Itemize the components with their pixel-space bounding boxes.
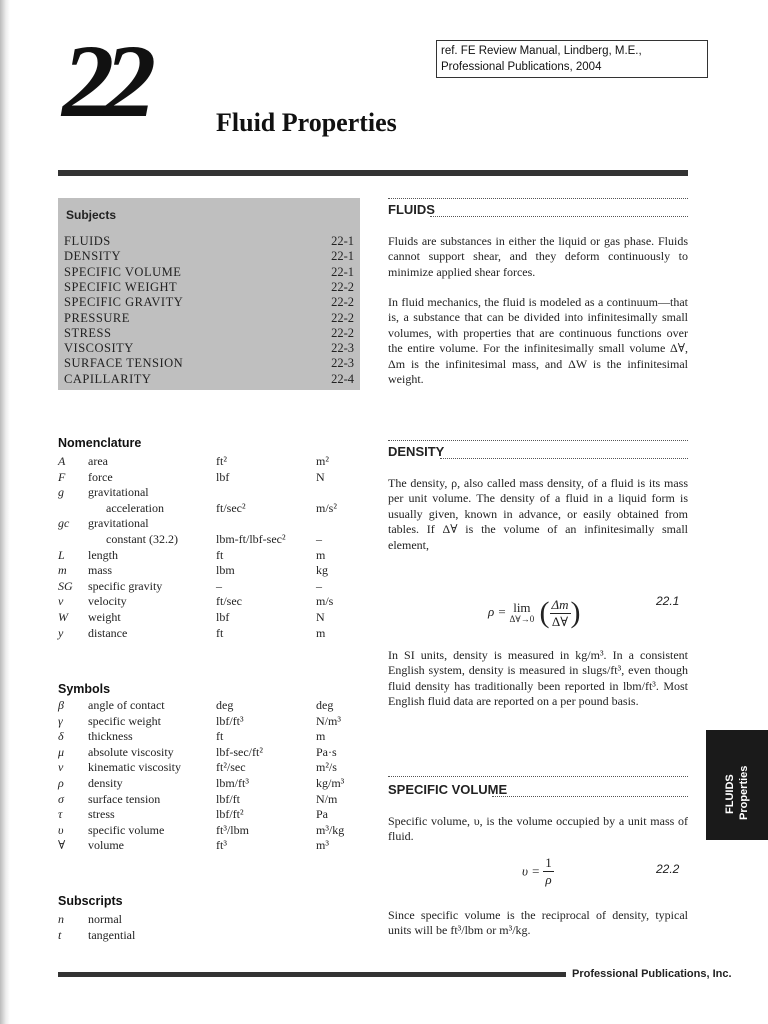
footer-rule	[58, 972, 566, 977]
nomenclature-definition: force	[88, 469, 113, 484]
subject-page: 22-4	[331, 371, 354, 386]
nomenclature-si-unit: m/s²	[316, 500, 337, 515]
nomenclature-definition: distance	[88, 625, 128, 640]
subject-name: SPECIFIC VOLUME	[64, 264, 182, 279]
nomenclature-english-unit: –	[216, 578, 222, 593]
symbols-english-unit: deg	[216, 698, 234, 712]
subject-page: 22-2	[331, 279, 354, 294]
fluids-paragraph-2: In fluid mechanics, the fluid is modeled as a continuum—that is, a substance that can be divided into infinitesimally small volumes, with properties that are continuous functions over the entire volume. For the infinitesimally small volume Δ∀, Δm is the infinitesimal mass, and ΔW is the infinitesimal weight.	[388, 295, 688, 387]
nomenclature-row	[58, 485, 378, 501]
eq1-numerator: Δm	[551, 596, 569, 612]
nomenclature-symbol: SG	[58, 578, 73, 593]
subscripts-definition: tangential	[88, 928, 136, 942]
nomenclature-si-unit: N	[316, 469, 325, 484]
nomenclature-row	[58, 610, 378, 626]
nomenclature-english-unit: lbf	[216, 469, 230, 484]
symbols-row	[58, 698, 378, 714]
nomenclature-definition: length	[88, 547, 118, 562]
nomenclature-english-unit: ft²	[216, 454, 227, 468]
subject-row	[64, 372, 354, 387]
subject-page: 22-3	[331, 356, 354, 371]
symbols-english-unit: lbf-sec/ft²	[216, 744, 263, 759]
symbols-si-unit: kg/m³	[316, 776, 345, 790]
subject-page: 22-1	[331, 234, 354, 248]
equation-22-2	[522, 855, 554, 888]
symbols-english-unit: lbm/ft³	[216, 776, 249, 790]
subjects-heading: Subjects	[66, 208, 117, 222]
subject-page: 22-2	[331, 310, 354, 325]
symbols-si-unit: Pa·s	[316, 744, 337, 759]
subscripts-symbol: t	[58, 928, 62, 942]
symbols-definition: kinematic viscosity	[88, 760, 181, 775]
symbols-symbol: β	[58, 698, 64, 712]
subject-row	[64, 234, 354, 249]
specific-volume-paragraph-2: Since specific volume is the reciprocal of density, typical units will be ft³/lbm or m³/kg.	[388, 908, 688, 938]
nomenclature-definition: mass	[88, 563, 112, 578]
eq1-lim-sub: Δ∀→0	[509, 614, 535, 624]
nomenclature-english-unit: lbm	[216, 563, 235, 578]
symbols-definition: absolute viscosity	[88, 744, 174, 759]
subject-name: CAPILLARITY	[64, 371, 152, 386]
subject-row	[64, 265, 354, 280]
symbols-row	[58, 760, 378, 776]
symbols-si-unit: m	[316, 729, 326, 744]
subscripts-row	[58, 912, 378, 928]
equation-22-1: ρ = lim Δ∀→0 ( $\frac{\Delta m}{\Delta\forall}$ )	[488, 596, 581, 629]
eq1-lim: lim	[513, 600, 531, 615]
chapter-title: Fluid Properties	[216, 108, 397, 137]
symbols-english-unit: lbf/ft³	[216, 713, 244, 728]
symbols-symbol: γ	[58, 713, 63, 728]
nomenclature-row	[58, 454, 378, 470]
subscripts-heading: Subscripts	[58, 894, 123, 908]
subject-row	[64, 280, 354, 295]
subject-name: VISCOSITY	[64, 341, 134, 356]
subject-page: 22-2	[331, 325, 354, 340]
symbols-english-unit: ft	[216, 729, 224, 744]
fluids-heading: FLUIDS	[388, 202, 435, 217]
symbols-definition: stress	[88, 807, 115, 822]
density-heading-rule	[440, 458, 688, 459]
subject-name: STRESS	[64, 325, 112, 340]
symbols-english-unit: lbf/ft²	[216, 807, 244, 822]
nomenclature-definition: acceleration	[88, 500, 164, 515]
fluids-top-rule	[388, 198, 688, 199]
subject-name: FLUIDS	[64, 234, 111, 248]
chapter-number: 22	[62, 24, 146, 139]
symbols-symbol: δ	[58, 729, 64, 744]
nomenclature-definition: velocity	[88, 594, 127, 609]
symbols-definition: angle of contact	[88, 698, 165, 712]
subject-row	[64, 356, 354, 371]
nomenclature-english-unit: ft	[216, 547, 224, 562]
eq1-lhs: ρ =	[488, 603, 510, 619]
subscripts-symbol: n	[58, 912, 64, 926]
nomenclature-si-unit: –	[316, 578, 322, 593]
nomenclature-english-unit: ft/sec²	[216, 500, 246, 515]
nomenclature-english-unit: lbf	[216, 610, 230, 624]
symbols-si-unit: m³/kg	[316, 822, 345, 837]
nomenclature-row	[58, 501, 378, 517]
subjects-box	[58, 198, 360, 390]
nomenclature-row	[58, 548, 378, 564]
nomenclature-symbol: L	[58, 547, 65, 562]
symbols-definition: volume	[88, 838, 124, 853]
subject-name: SPECIFIC WEIGHT	[64, 279, 178, 294]
nomenclature-row	[58, 516, 378, 532]
subscripts-definition: normal	[88, 912, 122, 926]
nomenclature-si-unit: m	[316, 625, 326, 640]
subject-page: 22-2	[331, 295, 354, 310]
nomenclature-symbol: m	[58, 563, 67, 578]
nomenclature-symbol: W	[58, 610, 68, 624]
symbols-si-unit: m³	[316, 838, 329, 853]
reference-box: ref. FE Review Manual, Lindberg, M.E., Professional Publications, 2004	[436, 40, 708, 78]
symbols-symbol: ρ	[58, 776, 64, 790]
eq2-lhs: υ =	[522, 863, 544, 879]
eq2-numerator: 1	[545, 855, 552, 870]
subject-name: PRESSURE	[64, 310, 130, 325]
footer-publisher: Professional Publications, Inc.	[572, 968, 732, 980]
density-paragraph-1: The density, ρ, also called mass density, of a fluid is its mass per unit volume. The density of a fluid in a liquid form is usually given, known in advance, or easily obtained from tables. If Δ∀ is the volume of an infinitesimally small element,	[388, 476, 688, 552]
nomenclature-row	[58, 579, 378, 595]
symbols-heading: Symbols	[58, 682, 111, 696]
nomenclature-english-unit: ft	[216, 625, 224, 640]
subject-row	[64, 341, 354, 356]
eq1-denominator: Δ∀	[551, 613, 569, 629]
nomenclature-row	[58, 532, 378, 548]
nomenclature-si-unit: m/s	[316, 594, 334, 609]
subject-row	[64, 249, 354, 264]
specific-volume-heading-rule	[492, 796, 688, 797]
symbols-row	[58, 729, 378, 745]
nomenclature-row	[58, 470, 378, 486]
symbols-symbol: ∀	[58, 838, 66, 853]
subject-page: 22-3	[331, 341, 354, 356]
symbols-symbol: τ	[58, 807, 63, 822]
symbols-row	[58, 838, 378, 854]
nomenclature-row	[58, 626, 378, 642]
subject-name: DENSITY	[64, 249, 121, 264]
nomenclature-definition: gravitational	[88, 485, 149, 500]
nomenclature-symbol: g	[58, 485, 64, 500]
symbols-si-unit: m²/s	[316, 760, 337, 775]
nomenclature-row	[58, 563, 378, 579]
subject-row	[64, 326, 354, 341]
symbols-definition: surface tension	[88, 791, 161, 806]
symbols-definition: thickness	[88, 729, 133, 744]
nomenclature-row	[58, 594, 378, 610]
symbols-si-unit: deg	[316, 698, 334, 712]
side-tab	[706, 730, 768, 840]
symbols-symbol: μ	[58, 744, 65, 759]
symbols-si-unit: N/m	[316, 791, 338, 806]
symbols-si-unit: N/m³	[316, 713, 341, 728]
specific-volume-top-rule	[388, 776, 688, 777]
symbols-definition: density	[88, 776, 123, 790]
fluids-paragraph-1: Fluids are substances in either the liquid or gas phase. Fluids cannot support shear, and they deform continuously to minimize applied shear forces.	[388, 234, 688, 279]
nomenclature-symbol: v	[58, 594, 64, 609]
nomenclature-english-unit: ft/sec	[216, 594, 242, 609]
scan-edge	[0, 0, 10, 1024]
fluids-heading-rule	[430, 216, 688, 217]
header-rule	[58, 170, 688, 176]
subject-name: SPECIFIC GRAVITY	[64, 295, 184, 310]
specific-volume-paragraph-1: Specific volume, υ, is the volume occupied by a unit mass of fluid.	[388, 814, 688, 844]
density-top-rule	[388, 440, 688, 441]
nomenclature-english-unit: lbm-ft/lbf-sec²	[216, 532, 286, 546]
symbols-row	[58, 823, 378, 839]
nomenclature-definition: gravitational	[88, 516, 149, 531]
nomenclature-heading: Nomenclature	[58, 436, 142, 450]
symbols-symbol: σ	[58, 791, 64, 806]
specific-volume-heading: SPECIFIC VOLUME	[388, 782, 508, 797]
nomenclature-si-unit: N	[316, 610, 325, 624]
nomenclature-definition: area	[88, 454, 108, 468]
nomenclature-symbol: A	[58, 454, 66, 468]
eq2-denominator: ρ	[545, 872, 552, 887]
symbols-symbol: ν	[58, 760, 64, 775]
nomenclature-si-unit: –	[316, 532, 322, 546]
subject-name: SURFACE TENSION	[64, 356, 184, 371]
nomenclature-si-unit: m	[316, 547, 326, 562]
symbols-si-unit: Pa	[316, 807, 328, 822]
equation-number-22-1: 22.1	[656, 594, 680, 608]
subject-page: 22-1	[331, 249, 354, 264]
nomenclature-definition: specific gravity	[88, 578, 163, 593]
symbols-english-unit: ft³/lbm	[216, 822, 249, 837]
symbols-row	[58, 776, 378, 792]
symbols-english-unit: ft²/sec	[216, 760, 246, 775]
subject-row	[64, 311, 354, 326]
symbols-definition: specific volume	[88, 822, 165, 837]
symbols-row	[58, 807, 378, 823]
nomenclature-symbol: gc	[58, 516, 70, 531]
subscripts-row	[58, 928, 378, 944]
symbols-english-unit: ft³	[216, 838, 227, 853]
equation-number-22-2: 22.2	[656, 862, 680, 876]
nomenclature-symbol: y	[58, 625, 64, 640]
side-tab-line-1: FLUIDS	[724, 774, 736, 814]
density-paragraph-2: In SI units, density is measured in kg/m³. In a consistent English system, density is measured in slugs/ft³, even though fluid density has traditionally been reported in lbm/ft³. Most English fluid data are reported on a per pound basis.	[388, 648, 688, 709]
symbols-row	[58, 792, 378, 808]
nomenclature-symbol: F	[58, 469, 66, 484]
nomenclature-definition: constant (32.2)	[88, 532, 178, 546]
side-tab-line-2: Properties	[738, 765, 750, 820]
symbols-symbol: υ	[58, 822, 64, 837]
nomenclature-si-unit: m²	[316, 454, 329, 468]
nomenclature-si-unit: kg	[316, 563, 328, 578]
nomenclature-definition: weight	[88, 610, 121, 624]
symbols-english-unit: lbf/ft	[216, 791, 240, 806]
symbols-row	[58, 714, 378, 730]
subject-page: 22-1	[331, 264, 354, 279]
symbols-definition: specific weight	[88, 713, 161, 728]
subject-row	[64, 295, 354, 310]
density-heading: DENSITY	[388, 444, 445, 459]
symbols-row	[58, 745, 378, 761]
